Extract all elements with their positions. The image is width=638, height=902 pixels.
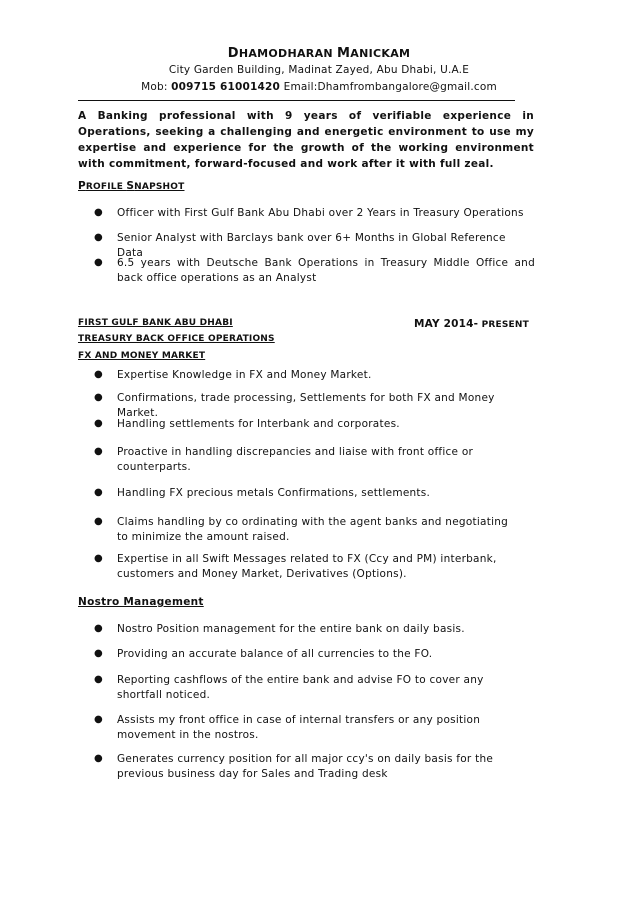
date-start: MAY 2014- bbox=[414, 318, 479, 330]
list-item-text: Handling FX precious metals Confirmations, settlements. bbox=[117, 487, 431, 499]
list-item-text: Senior Analyst with Barclays bank over 6+ Months in Global Reference Data bbox=[117, 232, 506, 259]
mob-number: 009715 61001420 bbox=[171, 81, 281, 93]
list-item-text: Claims handling by co ordinating with the agent banks and negotiating to minimize the amount raised. bbox=[117, 516, 509, 543]
bullet-icon: ● bbox=[94, 714, 103, 725]
list-item-text: Nostro Position management for the entire bank on daily basis. bbox=[117, 623, 465, 635]
mob-label: Mob: bbox=[141, 81, 168, 93]
bullet-icon: ● bbox=[94, 232, 103, 243]
name-last-rest: ANICKAM bbox=[350, 47, 411, 60]
bullet-icon: ● bbox=[94, 648, 103, 659]
heading-initial: P bbox=[78, 180, 86, 192]
job-header bbox=[78, 318, 540, 328]
list-item-text: Proactive in handling discrepancies and liaise with front office or counterparts. bbox=[117, 446, 474, 473]
list-item-text: Confirmations, trade processing, Settlements for both FX and Money Market. bbox=[117, 392, 495, 419]
heading-rest: ROFILE bbox=[85, 182, 127, 192]
list-item-text: Generates currency position for all major ccy's on daily basis for the previous business day for Sales and Trading desk bbox=[117, 753, 494, 780]
list-item-text: Expertise in all Swift Messages related to FX (Ccy and PM) interbank, customers and Money Market, Derivatives (Options). bbox=[117, 553, 497, 580]
bullet-icon: ● bbox=[94, 516, 103, 527]
bullet-icon: ● bbox=[94, 257, 103, 268]
employment-dates bbox=[414, 318, 529, 330]
header-divider bbox=[78, 100, 515, 101]
heading2-initial: S bbox=[126, 180, 135, 192]
profile-snapshot-heading bbox=[78, 180, 184, 192]
name-first-rest: HAMODHARAN bbox=[238, 47, 333, 60]
fx-money-market-heading: FX AND MONEY MARKET bbox=[78, 351, 206, 361]
list-item-text: Handling settlements for Interbank and corporates. bbox=[117, 418, 400, 430]
list-item-text: Reporting cashflows of the entire bank and advise FO to cover any shortfall noticed. bbox=[117, 674, 484, 701]
list-item-text: Expertise Knowledge in FX and Money Market. bbox=[117, 369, 372, 381]
name-initial-first: D bbox=[227, 46, 239, 61]
employer-name: FIRST GULF BANK ABU DHABI bbox=[78, 318, 233, 328]
list-item-text: 6.5 years with Deutsche Bank Operations in Treasury Middle Office and back office operations as an Analyst bbox=[117, 257, 535, 284]
bullet-icon: ● bbox=[94, 446, 103, 457]
bullet-icon: ● bbox=[94, 487, 103, 498]
nostro-management-heading: Nostro Management bbox=[78, 596, 204, 608]
bullet-icon: ● bbox=[94, 418, 103, 429]
summary-paragraph: A Banking professional with 9 years of verifiable experience in Operations, seeking a challenging and energetic environment to use my expertise and experience for the growth of the working environment with commitment, forward-focused and work after it with full zeal. bbox=[78, 110, 534, 170]
bullet-icon: ● bbox=[94, 553, 103, 564]
bullet-icon: ● bbox=[94, 392, 103, 403]
name-initial-last: M bbox=[337, 46, 351, 61]
date-end: PRESENT bbox=[481, 320, 529, 330]
list-item-text: Assists my front office in case of internal transfers or any position movement in the nostros. bbox=[117, 714, 481, 741]
address-line: City Garden Building, Madinat Zayed, Abu Dhabi, U.A.E bbox=[168, 64, 470, 76]
email-text[interactable]: Email:Dhamfrombangalore@gmail.com bbox=[283, 81, 497, 93]
contact-line bbox=[0, 81, 638, 93]
heading2-rest: NAPSHOT bbox=[134, 182, 185, 192]
list-item-text: Officer with First Gulf Bank Abu Dhabi over 2 Years in Treasury Operations bbox=[117, 207, 524, 219]
bullet-icon: ● bbox=[94, 753, 103, 764]
bullet-icon: ● bbox=[94, 623, 103, 634]
list-item-text: Providing an accurate balance of all currencies to the FO. bbox=[117, 648, 433, 660]
bullet-icon: ● bbox=[94, 369, 103, 380]
candidate-name bbox=[0, 46, 638, 61]
bullet-icon: ● bbox=[94, 674, 103, 685]
bullet-icon: ● bbox=[94, 207, 103, 218]
department-heading: TREASURY BACK OFFICE OPERATIONS bbox=[78, 334, 275, 344]
